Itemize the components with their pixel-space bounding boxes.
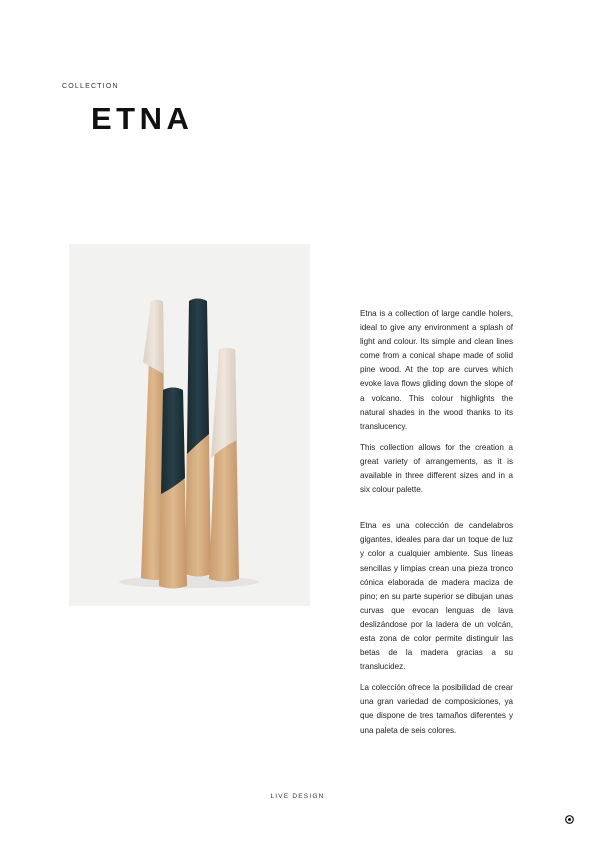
circle-target-icon bbox=[565, 811, 574, 820]
paragraph-es-2: La colección ofrece la posibilidad de crear una gran variedad de composiciones, ya que dispone de tres tamaños diferentes y una paleta de seis colores. bbox=[360, 683, 513, 735]
description-column bbox=[360, 307, 513, 745]
collection-kicker: COLLECTION bbox=[62, 83, 119, 90]
footer-label: LIVE DESIGN bbox=[270, 793, 325, 800]
paragraph-en-1: Etna is a collection of large candle holers, ideal to give any environment a splash of light and colour. Its simple and clean lines come from a conical shape made of solid pine wood. At the top are curves which evoke lava flows gliding down the slope of a volcano. This colour highlights the natural shades in the wood thanks to its translucency. bbox=[360, 309, 513, 431]
page-title: ETNA bbox=[91, 101, 194, 136]
paragraph-en-2: This collection allows for the creation a great variety of arrangements, as it is available in three different sizes and in a six colour palette. bbox=[360, 442, 513, 495]
holder-dark-short bbox=[159, 388, 187, 589]
holder-dark-tall bbox=[185, 299, 211, 577]
paragraph-es-1: Etna es una colección de candelabros gigantes, ideales para dar un toque de luz y color a cualquier ambiente. Sus líneas sencillas y limpias crean una pieza tronco cónica elaborada de madera maciza de pino; en su parte superior se dibujan unas curvas que evocan lenguas de lava deslizándose por la ladera de un volcán, esta zona de color permite distinguir las betas de la madera gracias a su translucidez. bbox=[360, 521, 513, 672]
holder-pale-right bbox=[209, 348, 239, 582]
candle-holders-illustration bbox=[69, 244, 310, 606]
product-photo bbox=[69, 244, 310, 606]
